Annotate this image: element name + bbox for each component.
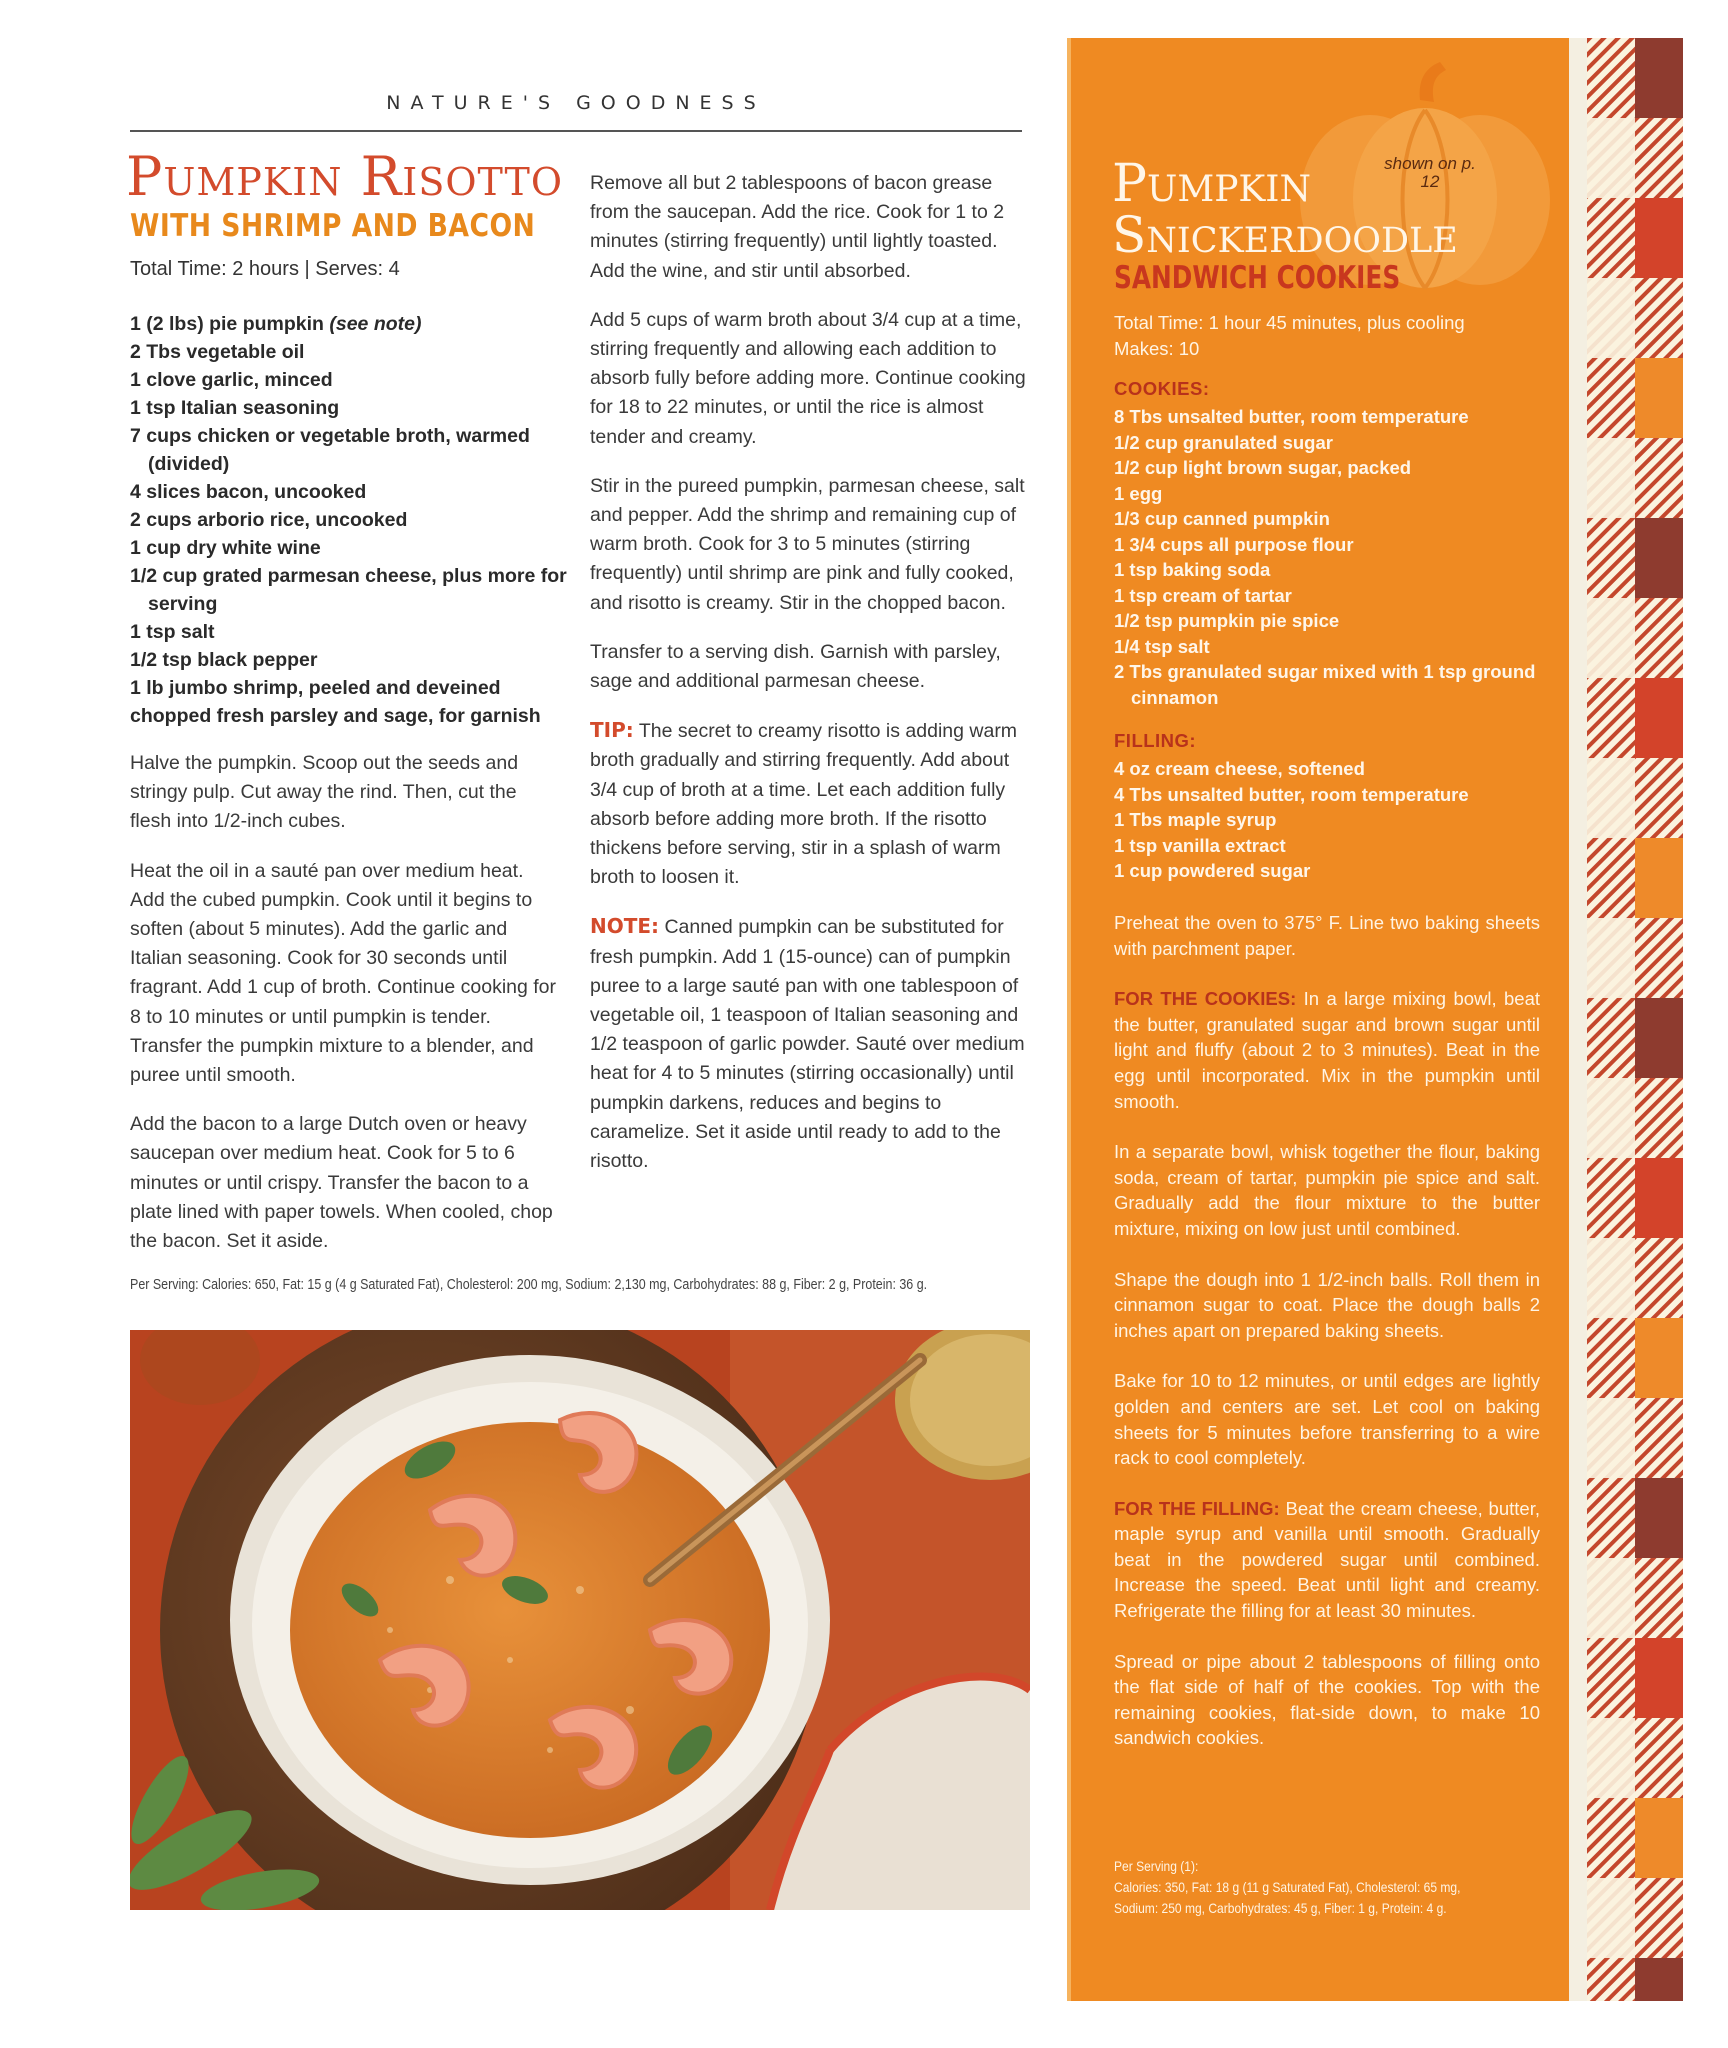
ingredient-item: 1 Tbs maple syrup (1114, 809, 1277, 830)
for-filling-label: FOR THE FILLING: (1114, 1497, 1280, 1519)
ingredient-item: 1/3 cup canned pumpkin (1114, 508, 1330, 529)
ingredient-item: 1 3/4 cups all purpose flour (1114, 533, 1354, 555)
ingredient-item: 1 cup powdered sugar (1114, 860, 1311, 881)
ingredient-item: 1 clove garlic, minced (130, 369, 333, 391)
plaid-block (1635, 1478, 1683, 1558)
plaid-block (1635, 1158, 1683, 1238)
plaid-block (1587, 358, 1635, 438)
plaid-block (1635, 918, 1683, 998)
ingredient-item: 8 Tbs unsalted butter, room temperature (1114, 406, 1469, 427)
plaid-block (1587, 678, 1635, 758)
plaid-block (1635, 1638, 1683, 1718)
ingredient-item: 1 tsp salt (130, 621, 215, 643)
instruction-paragraph: Bake for 10 to 12 minutes, or until edges are lightly golden and centers are set. Let cool on baking sheets for 5 minutes before transferring to a wire rack to cool completely. (1114, 1370, 1540, 1469)
ingredient-item: 7 cups chicken or vegetable broth, warmed (divided) (130, 425, 530, 475)
filling-heading: FILLING: (1114, 730, 1197, 751)
instruction-paragraph: Preheat the oven to 375° F. Line two baking sheets with parchment paper. (1114, 912, 1540, 959)
instruction-paragraph: In a separate bowl, whisk together the flour, baking soda, cream of tartar, pumpkin pie spice and salt. Gradually add the flour mixture to the butter mixture, mixing on low just until combined. (1114, 1141, 1540, 1239)
nutrition-line: Sodium: 250 mg, Carbohydrates: 45 g, Fiber: 1 g, Protein: 4 g. (1114, 1900, 1447, 1916)
ingredient-item: 1/2 cup grated parmesan cheese, plus more for serving (130, 565, 567, 615)
risotto-steps-right (590, 169, 1030, 1196)
instruction-paragraph: Heat the oil in a sauté pan over medium heat. Add the cubed pumpkin. Cook until it begins to soften (about 5 minutes). Add the garlic and Italian seasoning. Cook for 30 seconds until fragrant. Add 1 cup of broth. Continue cooking for 8 to 10 minutes or until pumpkin is tender. Transfer the pumpkin mixture to a blender, and puree until smooth. (130, 859, 557, 1087)
note-text: Canned pumpkin can be substituted for fresh pumpkin. Add 1 (15-ounce) can of pumpkin puree to a large sauté pan with one tablespoon of vegetable oil, 1 teaspoon of Italian seasoning and 1/2 teaspoon of garlic powder. Sauté over medium heat for 4 to 5 minutes (stirring occasionally) until pumpkin darkens, reduces and begins to caramelize. Set it aside until ready to add to the risotto. (590, 916, 1025, 1173)
cookies-heading: COOKIES: (1114, 378, 1210, 399)
ingredient-item: 1 tsp Italian seasoning (130, 397, 340, 419)
nutrition-line: Calories: 350, Fat: 18 g (11 g Saturated Fat), Cholesterol: 65 mg, (1114, 1879, 1461, 1895)
ingredient-item: 2 cups arborio rice, uncooked (130, 509, 408, 531)
ingredient-item: 4 oz cream cheese, softened (1114, 758, 1365, 779)
risotto-steps-left (130, 749, 562, 1276)
plaid-block (1587, 838, 1635, 918)
plaid-block (1587, 758, 1635, 838)
cookie-ingredient-list (1114, 404, 1554, 710)
plaid-block (1635, 758, 1683, 838)
plaid-block (1587, 198, 1635, 278)
risotto-nutrition: Per Serving: Calories: 650, Fat: 15 g (4 g Saturated Fat), Cholesterol: 200 mg, Sodium: 2,130 mg, Carbohydrates: 88 g, Fiber: 2 g, Protein: 36 g. (130, 1277, 928, 1293)
filling-ingredient-list (1114, 756, 1554, 884)
plaid-block (1587, 998, 1635, 1078)
plaid-block (1635, 1958, 1683, 2001)
plaid-block (1587, 118, 1635, 198)
instruction-paragraph: Add 5 cups of warm broth about 3/4 cup at a time, stirring frequently and allowing each addition to absorb fully before adding more. Continue cooking for 18 to 22 minutes, or until the rice is almost tender and creamy. (590, 308, 1026, 448)
ingredient-item: 1 (2 lbs) pie pumpkin (see note) (130, 313, 422, 335)
plaid-block (1635, 518, 1683, 598)
instruction-paragraph (1114, 1496, 1540, 1624)
plaid-block (1587, 1398, 1635, 1478)
plaid-block (1635, 438, 1683, 518)
ingredient-item: 1 tsp vanilla extract (1114, 834, 1286, 856)
plaid-block (1635, 678, 1683, 758)
plaid-block (1587, 1238, 1635, 1318)
plaid-block (1635, 358, 1683, 438)
instruction-text: In a large mixing bowl, beat the butter, granulated sugar and brown sugar until light and fluffy (about 2 to 3 minutes). Beat in the egg until incorporated. Mix in the pumpkin until smooth. (1114, 988, 1541, 1112)
cookie-yield: Makes: 10 (1114, 338, 1200, 359)
shown-on-note: shown on p. 12 (1384, 154, 1476, 191)
plaid-block (1587, 918, 1635, 998)
ingredient-item: 1 cup dry white wine (130, 537, 321, 559)
sidebar-edge-strip (1569, 38, 1587, 2001)
plaid-block (1635, 38, 1683, 118)
risotto-title: Pumpkin Risotto (126, 145, 564, 208)
plaid-border-pattern (1587, 38, 1683, 2001)
plaid-block (1635, 1078, 1683, 1158)
ingredient-item: 1/2 tsp pumpkin pie spice (1114, 610, 1340, 631)
plaid-block (1587, 38, 1635, 118)
plaid-block (1587, 1638, 1635, 1718)
plaid-block (1587, 1158, 1635, 1238)
plaid-block (1635, 838, 1683, 918)
plaid-block (1635, 198, 1683, 278)
plaid-block (1635, 1718, 1683, 1798)
ingredient-note-ref: (see note) (329, 313, 422, 335)
plaid-block (1587, 1478, 1635, 1558)
plaid-block (1587, 1718, 1635, 1798)
ingredient-item: chopped fresh parsley and sage, for garnish (130, 705, 541, 727)
instruction-text: Beat the cream cheese, butter, maple syrup and vanilla until smooth. Gradually beat in the powdered sugar until combined. Increase the speed. Beat until light and creamy. Refrigerate the filling for at least 30 minutes. (1114, 1497, 1540, 1622)
plaid-block (1587, 1318, 1635, 1398)
tip-text: The secret to creamy risotto is adding warm broth gradually and stirring frequently. Add about 3/4 cup of broth at a time. Let each addition fully absorb before adding more broth. If the risotto thickens before serving, stir in a splash of warm broth to loosen it. (590, 720, 1018, 889)
instruction-paragraph: Add the bacon to a large Dutch oven or heavy saucepan over medium heat. Cook for 5 to 6 minutes or until crispy. Transfer the bacon to a plate lined with paper towels. When cooled, chop the bacon. Set it aside. (130, 1113, 553, 1253)
ingredient-item: 4 Tbs unsalted butter, room temperature (1114, 783, 1469, 805)
cookie-title-line2: Snickerdoodle (1112, 206, 1458, 264)
plaid-block (1635, 278, 1683, 358)
cookie-nutrition (1114, 1856, 1492, 1919)
ingredient-item: 1 tsp baking soda (1114, 559, 1271, 580)
plaid-block (1635, 1798, 1683, 1878)
note-label: NOTE: (590, 914, 660, 939)
instruction-paragraph: Transfer to a serving dish. Garnish with parsley, sage and additional parmesan cheese. (590, 640, 1001, 693)
section-header: NATURE'S GOODNESS (386, 92, 766, 114)
cookie-total-time: Total Time: 1 hour 45 minutes, plus cooling (1114, 312, 1465, 333)
ingredient-item: 2 Tbs granulated sugar mixed with 1 tsp ground cinnamon (1114, 661, 1536, 708)
plaid-block (1635, 1238, 1683, 1318)
plaid-block (1635, 1878, 1683, 1958)
plaid-block (1635, 598, 1683, 678)
plaid-block (1635, 1318, 1683, 1398)
cookie-meta (1114, 310, 1554, 362)
ingredient-item: 4 slices bacon, uncooked (130, 481, 367, 503)
ingredient-item: 1/2 tsp black pepper (130, 649, 318, 671)
instruction-paragraph: Stir in the pureed pumpkin, parmesan cheese, salt and pepper. Add the shrimp and remaining cup of warm broth. Cook for 3 to 5 minutes (stirring frequently) until shrimp are pink and fully cooked, and risotto is creamy. Stir in the chopped bacon. (590, 474, 1025, 614)
plaid-block (1587, 1078, 1635, 1158)
instruction-paragraph: Remove all but 2 tablespoons of bacon grease from the saucepan. Add the rice. Cook for 1 to 2 minutes (stirring frequently) until lightly toasted. Add the wine, and stir until absorbed. (590, 172, 1005, 282)
risotto-photo (130, 1330, 1030, 1910)
plaid-block (1587, 518, 1635, 598)
instruction-paragraph (1114, 986, 1540, 1114)
tip-paragraph (590, 716, 1030, 892)
plaid-block (1587, 1878, 1635, 1958)
ingredient-item: 1 egg (1114, 482, 1163, 504)
cookie-subtitle: SANDWICH COOKIES (1114, 260, 1401, 296)
instruction-paragraph: Spread or pipe about 2 tablespoons of filling onto the flat side of half of the cookies. Top with the remaining cookies, flat-side down, to make 10 sandwich cookies. (1114, 1650, 1540, 1749)
ingredient-item: 1/2 cup light brown sugar, packed (1114, 457, 1412, 478)
header-divider (130, 130, 1022, 132)
plaid-block (1587, 1958, 1635, 2001)
risotto-photo-illustration (130, 1330, 1030, 1910)
risotto-ingredient-list (130, 310, 570, 730)
plaid-block (1635, 998, 1683, 1078)
cookie-instructions (1114, 910, 1540, 1776)
ingredient-item: 2 Tbs vegetable oil (130, 341, 305, 363)
tip-label: TIP: (590, 718, 634, 743)
plaid-block (1587, 1558, 1635, 1638)
plaid-block (1587, 598, 1635, 678)
ingredient-item: 1 lb jumbo shrimp, peeled and deveined (130, 677, 501, 699)
risotto-meta: Total Time: 2 hours | Serves: 4 (130, 258, 400, 280)
plaid-block (1635, 1558, 1683, 1638)
instruction-paragraph: Halve the pumpkin. Scoop out the seeds and stringy pulp. Cut away the rind. Then, cut the flesh into 1/2-inch cubes. (130, 752, 519, 833)
plaid-block (1587, 438, 1635, 518)
ingredient-item: 1/2 cup granulated sugar (1114, 431, 1333, 453)
ingredient-item: 1 tsp cream of tartar (1114, 584, 1292, 606)
plaid-block (1635, 1398, 1683, 1478)
for-cookies-label: FOR THE COOKIES: (1114, 988, 1297, 1010)
plaid-block (1587, 1798, 1635, 1878)
ingredient-item: 1/4 tsp salt (1114, 635, 1210, 657)
plaid-block (1587, 278, 1635, 358)
nutrition-line: Per Serving (1): (1114, 1858, 1199, 1874)
note-paragraph (590, 912, 1030, 1176)
cookie-title-line1: Pumpkin (1112, 154, 1312, 214)
plaid-block (1635, 118, 1683, 198)
risotto-subtitle: WITH SHRIMP AND BACON (130, 208, 536, 244)
instruction-paragraph: Shape the dough into 1 1/2-inch balls. Roll them in cinnamon sugar to coat. Place the dough balls 2 inches apart on prepared baking sheets. (1114, 1268, 1540, 1341)
